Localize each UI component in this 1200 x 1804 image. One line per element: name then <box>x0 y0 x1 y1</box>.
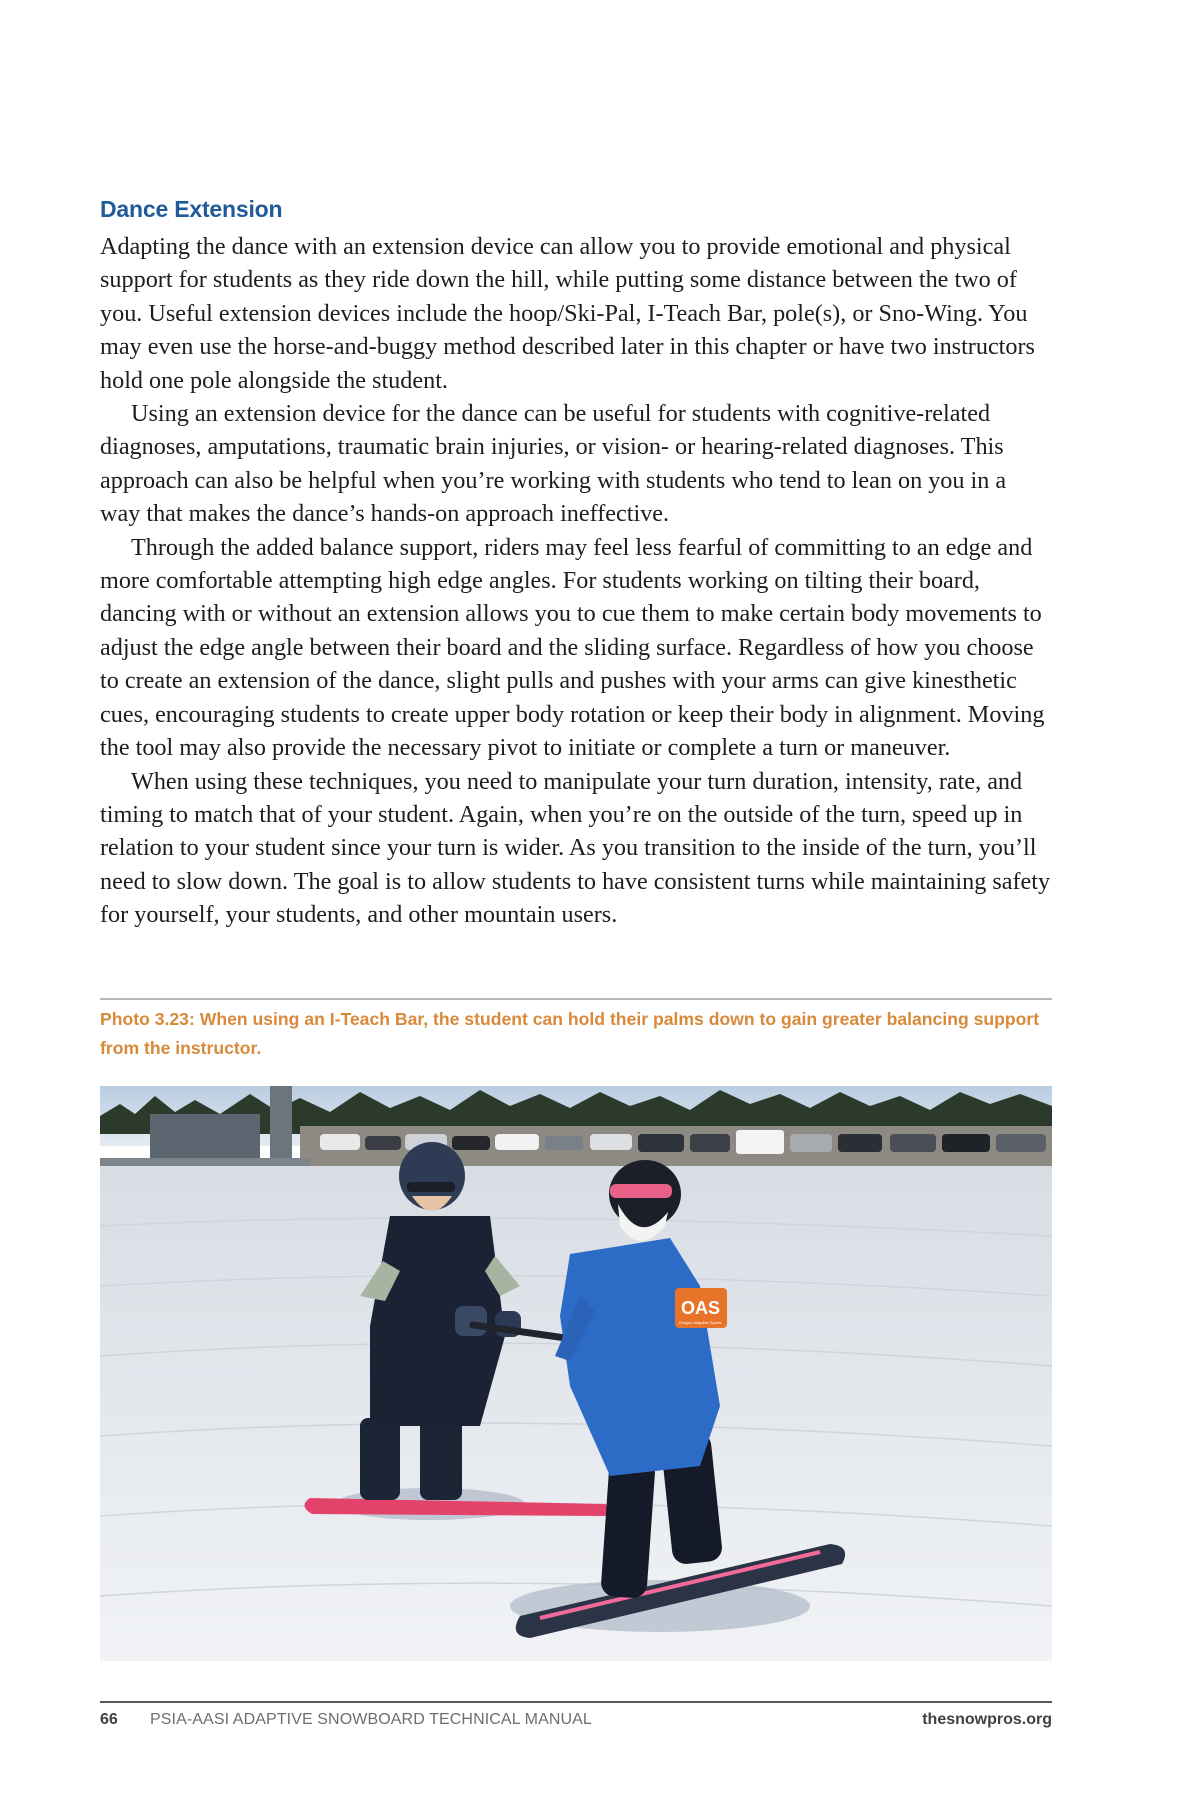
paragraph: Using an extension device for the dance can be useful for students with cognitive-related diagnoses, amputations, traumatic brain injuries, or vision- or hearing-related diagnoses. This approach can also be helpful when you’re working with students who tend to lean on you in a way that makes the dance’s hands-on approach ineffective. <box>100 400 1007 528</box>
page-footer <box>100 1711 1052 1737</box>
snowboard-photo <box>100 1086 1052 1661</box>
section-heading: Dance Extension <box>100 196 283 222</box>
page-number: 66 <box>100 1711 118 1728</box>
photo-caption: Photo 3.23: When using an I-Teach Bar, the student can hold their palms down to gain greater balancing support from the instructor. <box>100 1009 1040 1058</box>
jacket-logo: OAS <box>681 1298 721 1318</box>
manual-title: PSIA-AASI ADAPTIVE SNOWBOARD TECHNICAL MANUAL <box>150 1711 592 1728</box>
jacket-logo-sub: Oregon Adaptive Sports <box>679 1320 722 1325</box>
body-text <box>100 230 1052 932</box>
paragraph: When using these techniques, you need to manipulate your turn duration, intensity, rate, and timing to match that of your student. Again, when you’re on the outside of the turn, speed up in relation to your student since your turn is wider. As you transition to the inside of the turn, you’ll need to slow down. The goal is to allow students to have consistent turns while maintaining safety for yourself, your students, and other mountain users. <box>100 767 1051 929</box>
document-page <box>100 0 1052 1804</box>
website-link[interactable]: thesnowpros.org <box>922 1711 1052 1728</box>
footer-rule <box>100 1701 1052 1703</box>
caption-rule <box>100 998 1052 1000</box>
paragraph: Adapting the dance with an extension device can allow you to provide emotional and physical support for students as they ride down the hill, while putting some distance between the two of you. Useful extension devices include the hoop/Ski-Pal, I-Teach Bar, pole(s), or Sno-Wing. You may even use the horse-and-buggy method described later in this chapter or have two instructors hold one pole alongside the student. <box>100 233 1035 394</box>
paragraph: Through the added balance support, riders may feel less fearful of committing to an edge and more comfortable attempting high edge angles. For students working on tilting their board, dancing with or without an extension allows you to cue them to make certain body movements to adjust the edge angle between their board and the sliding surface. Regardless of how you choose to create an extension of the dance, slight pulls and pushes with your arms can give kinesthetic cues, encouraging students to create upper body rotation or keep their body in alignment. Moving the tool may also provide the necessary pivot to initiate or complete a turn or maneuver. <box>100 533 1045 762</box>
